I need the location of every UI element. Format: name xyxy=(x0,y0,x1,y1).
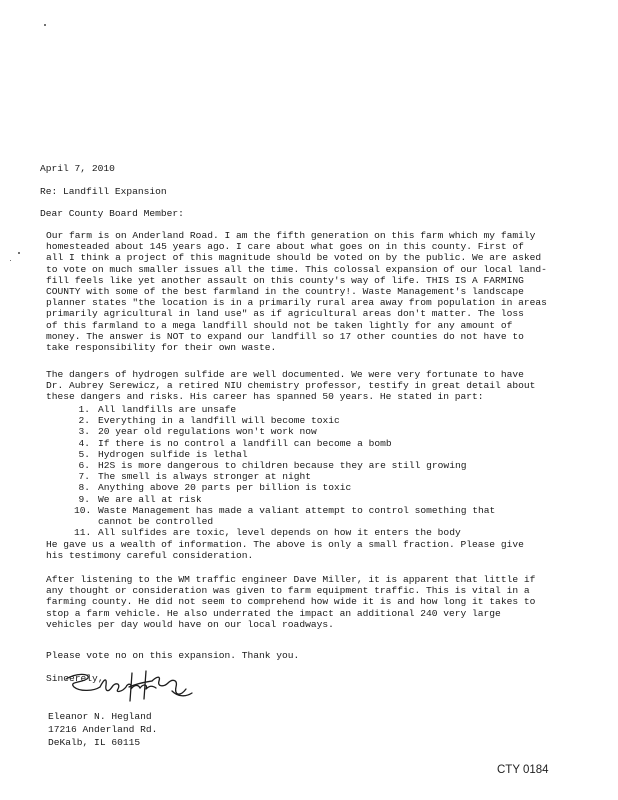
text-line: primarily agricultural in land use" as if agricultural areas don't matter. The loss xyxy=(46,308,524,320)
list-item xyxy=(74,415,574,426)
text-line: The dangers of hydrogen sulfide are well documented. We were very fortunate to have xyxy=(46,369,524,380)
text-line: money. The answer is NOT to expand our landfill so 17 other counties do not have to xyxy=(46,330,524,342)
list-text: H2S is more dangerous to children because they are still growing xyxy=(98,460,467,472)
closing: Sincerely, xyxy=(46,673,104,684)
text-line: take responsibility for their own waste. xyxy=(46,342,277,354)
list-number: 5. xyxy=(78,448,90,460)
list-text: Hydrogen sulfide is lethal xyxy=(98,448,248,460)
list-number: 3. xyxy=(78,426,90,438)
testimony-list xyxy=(74,404,574,538)
sender-name: Eleanor N. Hegland xyxy=(48,711,152,722)
list-number: 6. xyxy=(78,460,90,472)
letter-date: April 7, 2010 xyxy=(40,163,115,174)
text-line: planner states "the location is in a primarily rural area away from population in areas xyxy=(46,297,547,309)
closing-request: Please vote no on this expansion. Thank you. xyxy=(46,650,300,661)
list-text-continued: cannot be controlled xyxy=(98,516,214,528)
salutation: Dear County Board Member: xyxy=(40,208,184,219)
text-line: Our farm is on Anderland Road. I am the fifth generation on this farm which my family xyxy=(46,230,536,241)
list-item xyxy=(74,404,574,415)
text-line: homesteaded about 145 years ago. I care about what goes on in this county. First of xyxy=(46,241,524,253)
text-line: of this farmland to a mega landfill should not be taken lightly for any amount of xyxy=(46,319,513,331)
scan-speck xyxy=(44,24,46,26)
sender-city: DeKalb, IL 60115 xyxy=(48,737,141,748)
list-number: 4. xyxy=(78,437,90,449)
scan-speck xyxy=(10,260,11,261)
list-item xyxy=(74,494,574,505)
list-item xyxy=(74,426,574,437)
list-text: Anything above 20 parts per billion is toxic xyxy=(98,482,352,494)
list-number: 1. xyxy=(78,404,90,415)
document-id: CTY 0184 xyxy=(497,764,549,776)
list-text: 20 year old regulations won't work now xyxy=(98,426,317,438)
text-line: these dangers and risks. His career has spanned 50 years. He stated in part: xyxy=(46,391,484,403)
text-line: all I think a project of this magnitude should be voted on by the public. We are asked xyxy=(46,252,542,264)
text-line: COUNTY with some of the best farmland in the country!. Waste Management's landscape xyxy=(46,286,524,298)
text-line: any thought or consideration was given to farm equipment traffic. This is vital in a xyxy=(46,585,530,597)
list-text: Everything in a landfill will become toxic xyxy=(98,415,340,427)
list-item xyxy=(74,460,574,471)
list-text: If there is no control a landfill can become a bomb xyxy=(98,437,392,449)
scan-speck xyxy=(18,252,20,254)
list-item xyxy=(74,527,574,538)
list-item xyxy=(74,438,574,449)
text-line: He gave us a wealth of information. The above is only a small fraction. Please give xyxy=(46,539,524,550)
paragraph-farm xyxy=(46,230,586,353)
list-number: 9. xyxy=(78,493,90,505)
list-number: 2. xyxy=(78,415,90,427)
list-text: All landfills are unsafe xyxy=(98,404,237,415)
list-number: 10. xyxy=(74,504,92,516)
text-line: farming county. He did not seem to comprehend how wide it is and how long it takes to xyxy=(46,596,536,608)
text-line: Dr. Aubrey Serewicz, a retired NIU chemistry professor, testify in great detail about xyxy=(46,380,536,392)
letter-subject: Re: Landfill Expansion xyxy=(40,186,167,197)
paragraph-testimony-close xyxy=(46,539,586,561)
sender-street: 17216 Anderland Rd. xyxy=(48,724,158,735)
text-line: stop a farm vehicle. He also underrated the impact an additional 240 very large xyxy=(46,607,501,619)
list-text: The smell is always stronger at night xyxy=(98,471,312,483)
text-line: to vote on much smaller issues all the time. This colossal expansion of our local land- xyxy=(46,263,547,275)
list-item xyxy=(74,471,574,482)
list-item xyxy=(74,449,574,460)
text-line: After listening to the WM traffic engineer Dave Miller, it is apparent that little if xyxy=(46,574,536,585)
text-line: fill feels like yet another assault on this county's way of life. THIS IS A FARMING xyxy=(46,274,524,286)
paragraph-traffic xyxy=(46,574,586,630)
list-number: 11. xyxy=(74,527,92,539)
list-item xyxy=(74,505,574,516)
paragraph-hydrogen-sulfide xyxy=(46,369,586,403)
handwritten-signature xyxy=(60,667,200,709)
list-item xyxy=(74,482,574,493)
text-line: his testimony careful consideration. xyxy=(46,550,254,562)
text-line: vehicles per day would have on our local roadways. xyxy=(46,618,334,630)
list-number: 8. xyxy=(78,482,90,494)
list-text: Waste Management has made a valiant attempt to control something that xyxy=(98,504,496,516)
list-number: 7. xyxy=(78,471,90,483)
list-text: We are all at risk xyxy=(98,493,202,505)
list-text: All sulfides are toxic, level depends on how it enters the body xyxy=(98,527,461,539)
